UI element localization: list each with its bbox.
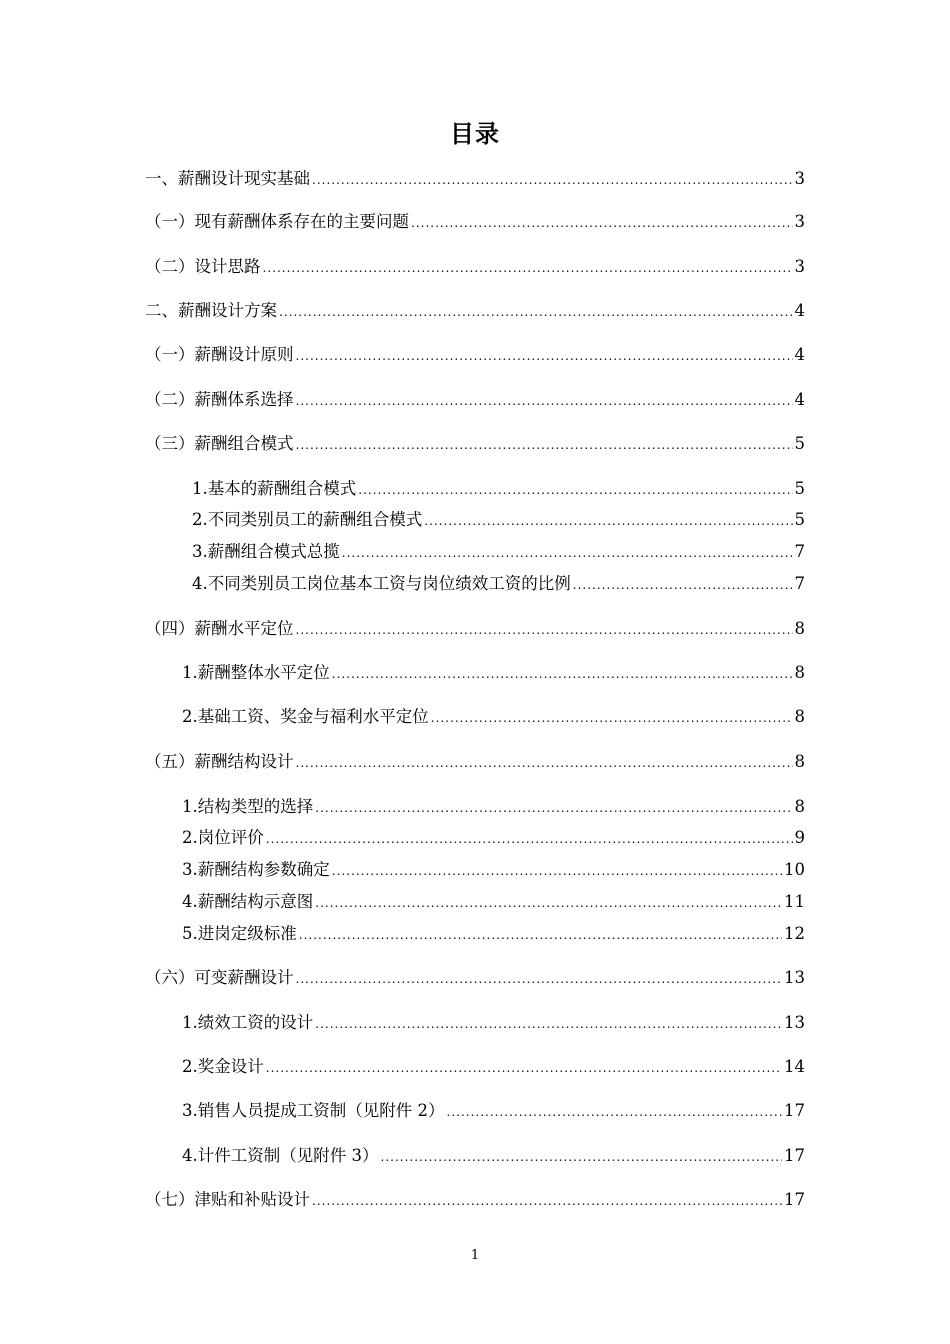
toc-entry-page: 8 xyxy=(794,619,805,638)
leader-dots xyxy=(381,1145,783,1169)
page-title: 目录 xyxy=(450,120,500,148)
leader-dots xyxy=(296,433,793,457)
toc-entry-page: 5 xyxy=(794,510,805,529)
toc-entry-label: 5.进岗定级标准 xyxy=(182,924,297,943)
toc-entry-page: 12 xyxy=(784,924,805,943)
toc-entry-label: （一）现有薪酬体系存在的主要问题 xyxy=(145,212,409,231)
toc-entry-label: 1.结构类型的选择 xyxy=(182,797,314,816)
toc-entry-label: 3.薪酬结构参数确定 xyxy=(182,860,330,879)
toc-entry-label: 一、薪酬设计现实基础 xyxy=(145,169,310,188)
toc-entry[interactable] xyxy=(182,922,805,946)
toc-entry[interactable] xyxy=(182,1055,805,1079)
leader-dots xyxy=(296,618,793,642)
toc-entry-label: 1.基本的薪酬组合模式 xyxy=(192,479,357,498)
toc-entry-label: 2.岗位评价 xyxy=(182,828,264,847)
toc-entry[interactable] xyxy=(145,750,805,774)
toc-entry[interactable] xyxy=(145,432,805,456)
leader-dots xyxy=(299,923,782,947)
toc-entry[interactable] xyxy=(182,795,805,819)
toc-entry-page: 3 xyxy=(794,257,805,276)
toc-entry-page: 3 xyxy=(794,169,805,188)
toc-entry-page: 5 xyxy=(794,479,805,498)
toc-entry-page: 8 xyxy=(794,752,805,771)
leader-dots xyxy=(431,706,793,730)
toc-entry-page: 17 xyxy=(784,1190,805,1209)
toc-entry-page: 11 xyxy=(784,892,805,911)
toc-entry-label: 4.薪酬结构示意图 xyxy=(182,892,314,911)
toc-entry-label: 2.不同类别员工的薪酬组合模式 xyxy=(192,510,423,529)
toc-entry[interactable] xyxy=(182,826,805,850)
toc-entry[interactable] xyxy=(182,890,805,914)
toc-entry-label: 4.计件工资制（见附件 3） xyxy=(182,1146,379,1165)
toc-entry-page: 8 xyxy=(794,663,805,682)
toc-entry-label: 1.绩效工资的设计 xyxy=(182,1013,314,1032)
toc-entry-label: 3.薪酬组合模式总揽 xyxy=(192,542,340,561)
leader-dots xyxy=(358,478,792,502)
leader-dots xyxy=(296,751,793,775)
toc-entry-page: 14 xyxy=(784,1057,805,1076)
toc-entry[interactable] xyxy=(182,705,805,729)
leader-dots xyxy=(342,541,793,565)
toc-entry-page: 7 xyxy=(794,542,805,561)
toc-entry-label: （三）薪酬组合模式 xyxy=(145,434,294,453)
toc-entry[interactable] xyxy=(192,477,805,501)
toc-entry-page: 17 xyxy=(784,1101,805,1120)
leader-dots xyxy=(315,796,792,820)
toc-entry[interactable] xyxy=(182,1011,805,1035)
toc-entry-page: 3 xyxy=(794,212,805,231)
toc-entry-label: 2.基础工资、奖金与福利水平定位 xyxy=(182,707,429,726)
toc-entry-page: 7 xyxy=(794,574,805,593)
toc-entry-page: 9 xyxy=(794,828,805,847)
toc-entry-label: （五）薪酬结构设计 xyxy=(145,752,294,771)
leader-dots xyxy=(296,389,793,413)
leader-dots xyxy=(315,891,782,915)
toc-entry-label: 2.奖金设计 xyxy=(182,1057,264,1076)
leader-dots xyxy=(573,573,793,597)
leader-dots xyxy=(296,967,783,991)
toc-entry[interactable] xyxy=(145,167,805,191)
toc-entry-page: 10 xyxy=(784,860,805,879)
toc-entry[interactable] xyxy=(182,661,805,685)
toc-entry-label: （二）设计思路 xyxy=(145,257,261,276)
toc-entry[interactable] xyxy=(192,508,805,532)
toc-entry[interactable] xyxy=(145,255,805,279)
toc-entry-label: （四）薪酬水平定位 xyxy=(145,619,294,638)
toc-entry-page: 8 xyxy=(794,707,805,726)
toc-entry[interactable] xyxy=(145,1188,805,1212)
toc-entry-label: （一）薪酬设计原则 xyxy=(145,345,294,364)
leader-dots xyxy=(296,344,793,368)
leader-dots xyxy=(315,1012,782,1036)
toc-entry-page: 5 xyxy=(794,434,805,453)
leader-dots xyxy=(312,1189,782,1213)
toc-entry-label: 二、薪酬设计方案 xyxy=(145,301,277,320)
leader-dots xyxy=(411,211,793,235)
toc-entry[interactable] xyxy=(145,210,805,234)
leader-dots xyxy=(266,1056,782,1080)
leader-dots xyxy=(312,168,793,192)
toc-entry[interactable] xyxy=(145,299,805,323)
toc-entry-label: （六）可变薪酬设计 xyxy=(145,968,294,987)
toc-entry-page: 17 xyxy=(784,1146,805,1165)
toc-entry-label: 4.不同类别员工岗位基本工资与岗位绩效工资的比例 xyxy=(192,574,571,593)
toc-entry-page: 4 xyxy=(794,301,805,320)
toc-entry[interactable] xyxy=(145,388,805,412)
toc-entry-label: 1.薪酬整体水平定位 xyxy=(182,663,330,682)
toc-entry[interactable] xyxy=(182,1099,805,1123)
leader-dots xyxy=(332,662,793,686)
leader-dots xyxy=(424,509,792,533)
toc-entry[interactable] xyxy=(145,966,805,990)
toc-entry[interactable] xyxy=(145,343,805,367)
toc-entry-label: 3.销售人员提成工资制（见附件 2） xyxy=(182,1101,445,1120)
leader-dots xyxy=(447,1100,783,1124)
leader-dots xyxy=(279,300,793,324)
toc-entry[interactable] xyxy=(182,858,805,882)
toc-entry-page: 4 xyxy=(794,390,805,409)
toc-entry[interactable] xyxy=(182,1144,805,1168)
leader-dots xyxy=(266,827,793,851)
toc-entry-page: 13 xyxy=(784,1013,805,1032)
toc-entry-page: 8 xyxy=(794,797,805,816)
toc-entry-label: （二）薪酬体系选择 xyxy=(145,390,294,409)
leader-dots xyxy=(263,256,793,280)
leader-dots xyxy=(332,859,782,883)
toc-entry-page: 13 xyxy=(784,968,805,987)
toc-entry[interactable] xyxy=(192,572,805,596)
toc-entry-label: （七）津贴和补贴设计 xyxy=(145,1190,310,1209)
page-number: 1 xyxy=(470,1248,480,1263)
toc-entry[interactable] xyxy=(192,540,805,564)
toc-entry-page: 4 xyxy=(794,345,805,364)
toc-entry[interactable] xyxy=(145,617,805,641)
